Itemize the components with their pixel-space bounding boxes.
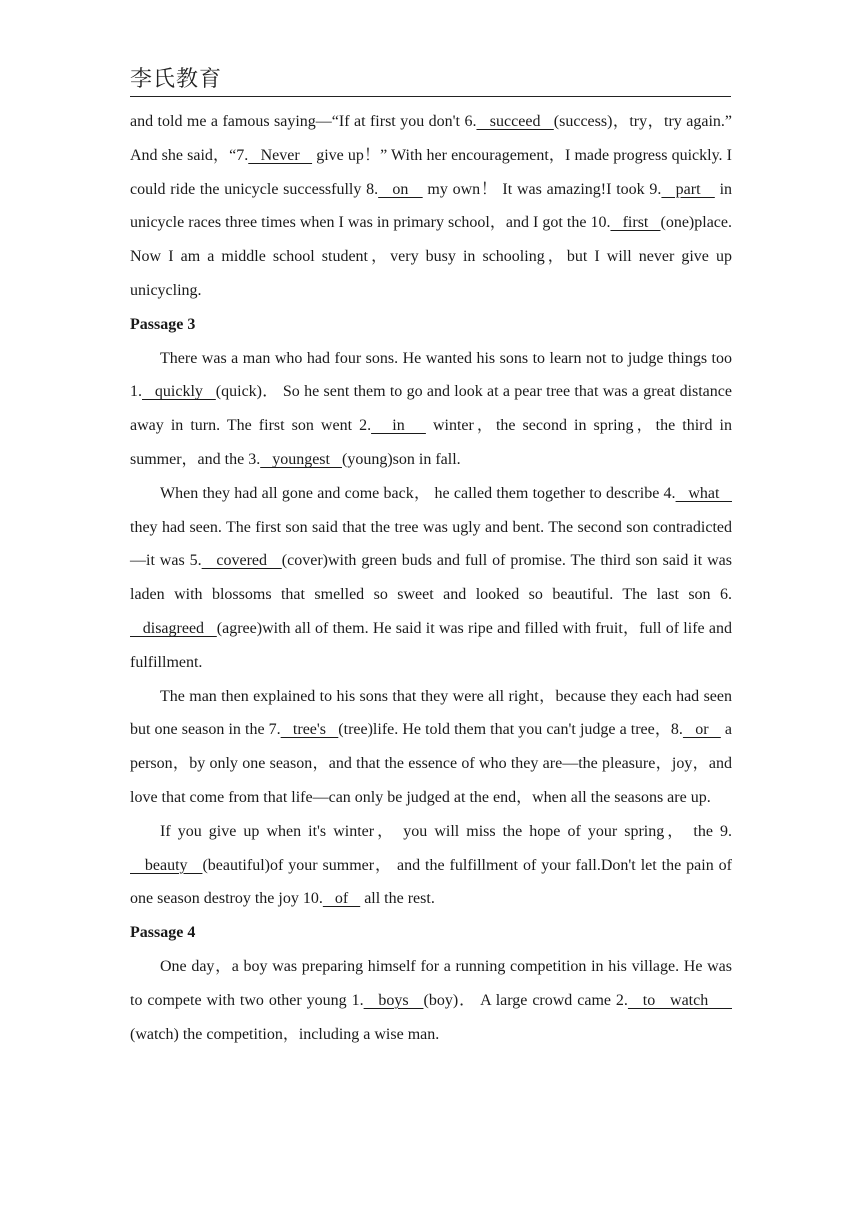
answer-blank-1: boys: [363, 991, 424, 1009]
answer-blank-5: covered: [201, 552, 282, 570]
passage3-heading: Passage 3: [130, 315, 196, 333]
text-segment: (one)place. Now I am a middle school student，very busy in schooling，but I will never give up unicycling.: [130, 214, 732, 299]
text-segment: (boy)． A large crowd came 2.: [423, 991, 628, 1009]
page-header: [130, 60, 731, 97]
answer-blank-3: youngest: [260, 450, 342, 468]
answer-blank-9: part: [661, 180, 715, 198]
text-segment: all the rest.: [360, 890, 435, 908]
text-segment: give up！” With her encouragement，I made progress quickly. I could ride the unicycle successfully 8.: [130, 146, 732, 198]
text-segment: (watch) the competition，including a wise man.: [130, 1025, 440, 1043]
text-segment: (tree)life. He told them that you can't judge a tree，8.: [338, 721, 683, 739]
text-segment: (cover)with green buds and full of promise. The third son said it was laden with blossoms that smelled so sweet and looked so beautiful. The last son 6.: [130, 552, 732, 604]
text-segment: There was a man who had four sons. He wanted his sons to learn not to judge things too 1.: [130, 349, 732, 401]
document-body: [130, 105, 732, 1051]
text-segment: (young)son in fall.: [341, 450, 461, 468]
passage3-paragraph-2: [130, 477, 732, 680]
text-segment: If you give up when it's winter， you will miss the hope of your spring， the 9.: [160, 822, 732, 840]
text-segment: (success)，try，try again.” And she said，“7.: [130, 113, 732, 164]
text-segment: (beautiful)of your summer， and the fulfillment of your fall.Don't let the pain of one season destroy the joy 10.: [130, 856, 733, 908]
answer-blank-8: or: [682, 721, 721, 739]
passage2-continuation-paragraph: [130, 105, 732, 308]
answer-blank-8: on: [378, 180, 423, 198]
text-segment: a person，by only one season，and that the essence of who they are—the pleasure，joy，and love that come from that life—can only be judged at the end，when all the seasons are up.: [130, 721, 733, 806]
text-segment: winter，the second in spring，the third in summer，and the 3.: [130, 417, 732, 468]
answer-blank-7: Never: [248, 146, 313, 164]
passage3-paragraph-3: [130, 680, 732, 815]
text-segment: (quick)． So he sent them to go and look at a pear tree that was a great distance away in turn. The first son went 2.: [130, 383, 732, 435]
text-segment: they had seen. The first son said that the tree was ugly and bent. The second son contradicted—it was 5.: [130, 518, 732, 570]
answer-blank-6: succeed: [476, 113, 554, 130]
passage4-heading: Passage 4: [130, 924, 196, 942]
text-segment: When they had all gone and come back， he called them together to describe 4.: [160, 484, 676, 502]
answer-blank-2: to watch: [627, 991, 732, 1009]
answer-blank-1: quickly: [142, 383, 216, 401]
passage4-paragraph-1: [130, 950, 732, 1051]
passage3-paragraph-1: [130, 342, 732, 477]
answer-blank-4: what: [675, 484, 732, 502]
text-segment: (agree)with all of them. He said it was ripe and filled with fruit，full of life and fulfillment.: [130, 619, 732, 671]
text-segment: my own！ It was amazing!I took 9.: [422, 180, 662, 198]
answer-blank-10: first: [610, 214, 661, 232]
answer-blank-7: tree's: [280, 721, 339, 739]
text-segment: in unicycle races three times when I was in primary school，and I got the 10.: [130, 180, 733, 232]
answer-blank-2: in: [371, 417, 426, 435]
answer-blank-6: disagreed: [130, 619, 217, 637]
text-segment: One day，a boy was preparing himself for a running competition in his village. He was to compete with two other young 1.: [130, 957, 732, 1009]
text-segment: and told me a famous saying—“If at first you don't 6.: [130, 113, 477, 130]
passage3-paragraph-4: [130, 815, 732, 916]
answer-blank-9: beauty: [130, 856, 203, 874]
answer-blank-10: of: [322, 890, 361, 908]
text-segment: The man then explained to his sons that they were all right，because they each had seen but one season in the 7.: [130, 687, 732, 739]
header-title: 李氏教育: [130, 67, 223, 92]
